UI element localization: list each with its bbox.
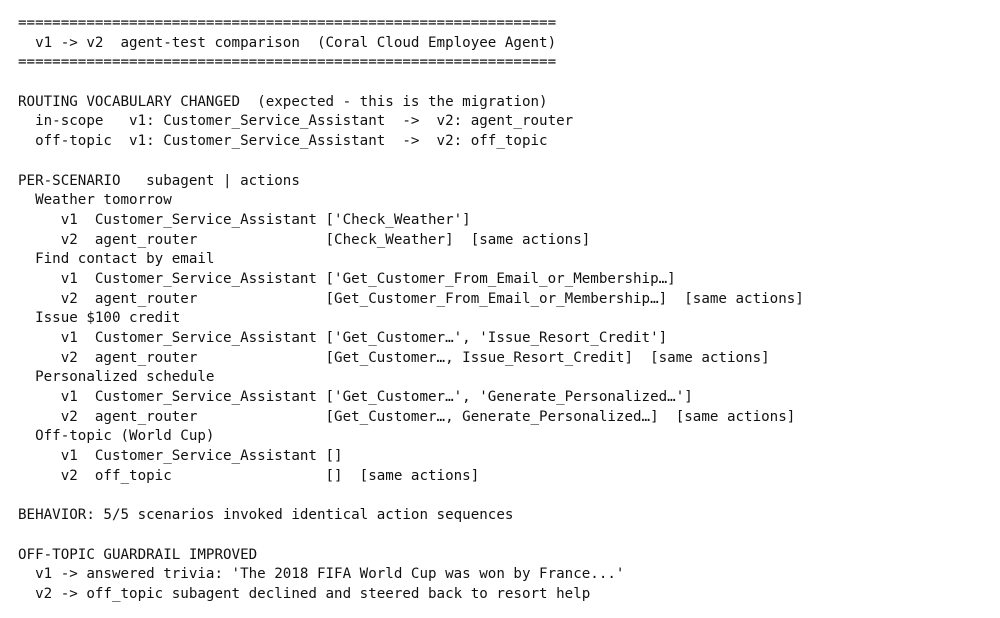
- blank-line: [18, 526, 1000, 546]
- scenario-issue-credit: Issue $100 credit: [18, 310, 181, 327]
- scenario-v2-row: v2 agent_router [Get_Customer_From_Email_or_Membership…] [same actions]: [18, 290, 804, 307]
- scenario-v1-row: v1 Customer_Service_Assistant ['Check_Weather']: [18, 211, 471, 228]
- routing-in-scope: in-scope v1: Customer_Service_Assistant -> v2: agent_router: [18, 113, 574, 130]
- routing-heading: ROUTING VOCABULARY CHANGED (expected - this is the migration): [18, 93, 548, 110]
- scenario-personalized-schedule: Personalized schedule: [18, 369, 215, 386]
- report-title: v1 -> v2 agent-test comparison (Coral Cloud Employee Agent): [18, 34, 557, 51]
- routing-off-topic: off-topic v1: Customer_Service_Assistant -> v2: off_topic: [18, 133, 548, 150]
- guardrail-heading: OFF-TOPIC GUARDRAIL IMPROVED: [18, 546, 258, 563]
- blank-line: [18, 73, 1000, 93]
- blank-line: [18, 152, 1000, 172]
- per-scenario-heading: PER-SCENARIO subagent | actions: [18, 172, 300, 189]
- scenario-off-topic: Off-topic (World Cup): [18, 428, 215, 445]
- terminal-output: [18, 14, 1000, 605]
- scenario-v1-row: v1 Customer_Service_Assistant ['Get_Customer_From_Email_or_Membership…]: [18, 270, 676, 287]
- scenario-v2-row: v2 agent_router [Get_Customer…, Generate_Personalized…] [same actions]: [18, 408, 796, 425]
- blank-line: [18, 487, 1000, 507]
- behavior-summary: BEHAVIOR: 5/5 scenarios invoked identical action sequences: [18, 507, 514, 524]
- scenario-v1-row: v1 Customer_Service_Assistant []: [18, 448, 343, 465]
- scenario-v1-row: v1 Customer_Service_Assistant ['Get_Customer…', 'Issue_Resort_Credit']: [18, 330, 668, 346]
- guardrail-v1-result: v1 -> answered trivia: 'The 2018 FIFA World Cup was won by France...': [18, 566, 625, 583]
- scenario-v1-row: v1 Customer_Service_Assistant ['Get_Customer…', 'Generate_Personalized…']: [18, 389, 693, 406]
- separator-line: ===============================================================: [18, 54, 557, 71]
- scenario-find-contact: Find contact by email: [18, 251, 215, 268]
- guardrail-v2-result: v2 -> off_topic subagent declined and steered back to resort help: [18, 585, 591, 602]
- scenario-v2-row: v2 agent_router [Get_Customer…, Issue_Resort_Credit] [same actions]: [18, 349, 770, 366]
- scenario-v2-row: v2 agent_router [Check_Weather] [same actions]: [18, 231, 591, 248]
- scenario-weather: Weather tomorrow: [18, 192, 172, 209]
- separator-line: ===============================================================: [18, 15, 557, 31]
- scenario-v2-row: v2 off_topic [] [same actions]: [18, 467, 480, 484]
